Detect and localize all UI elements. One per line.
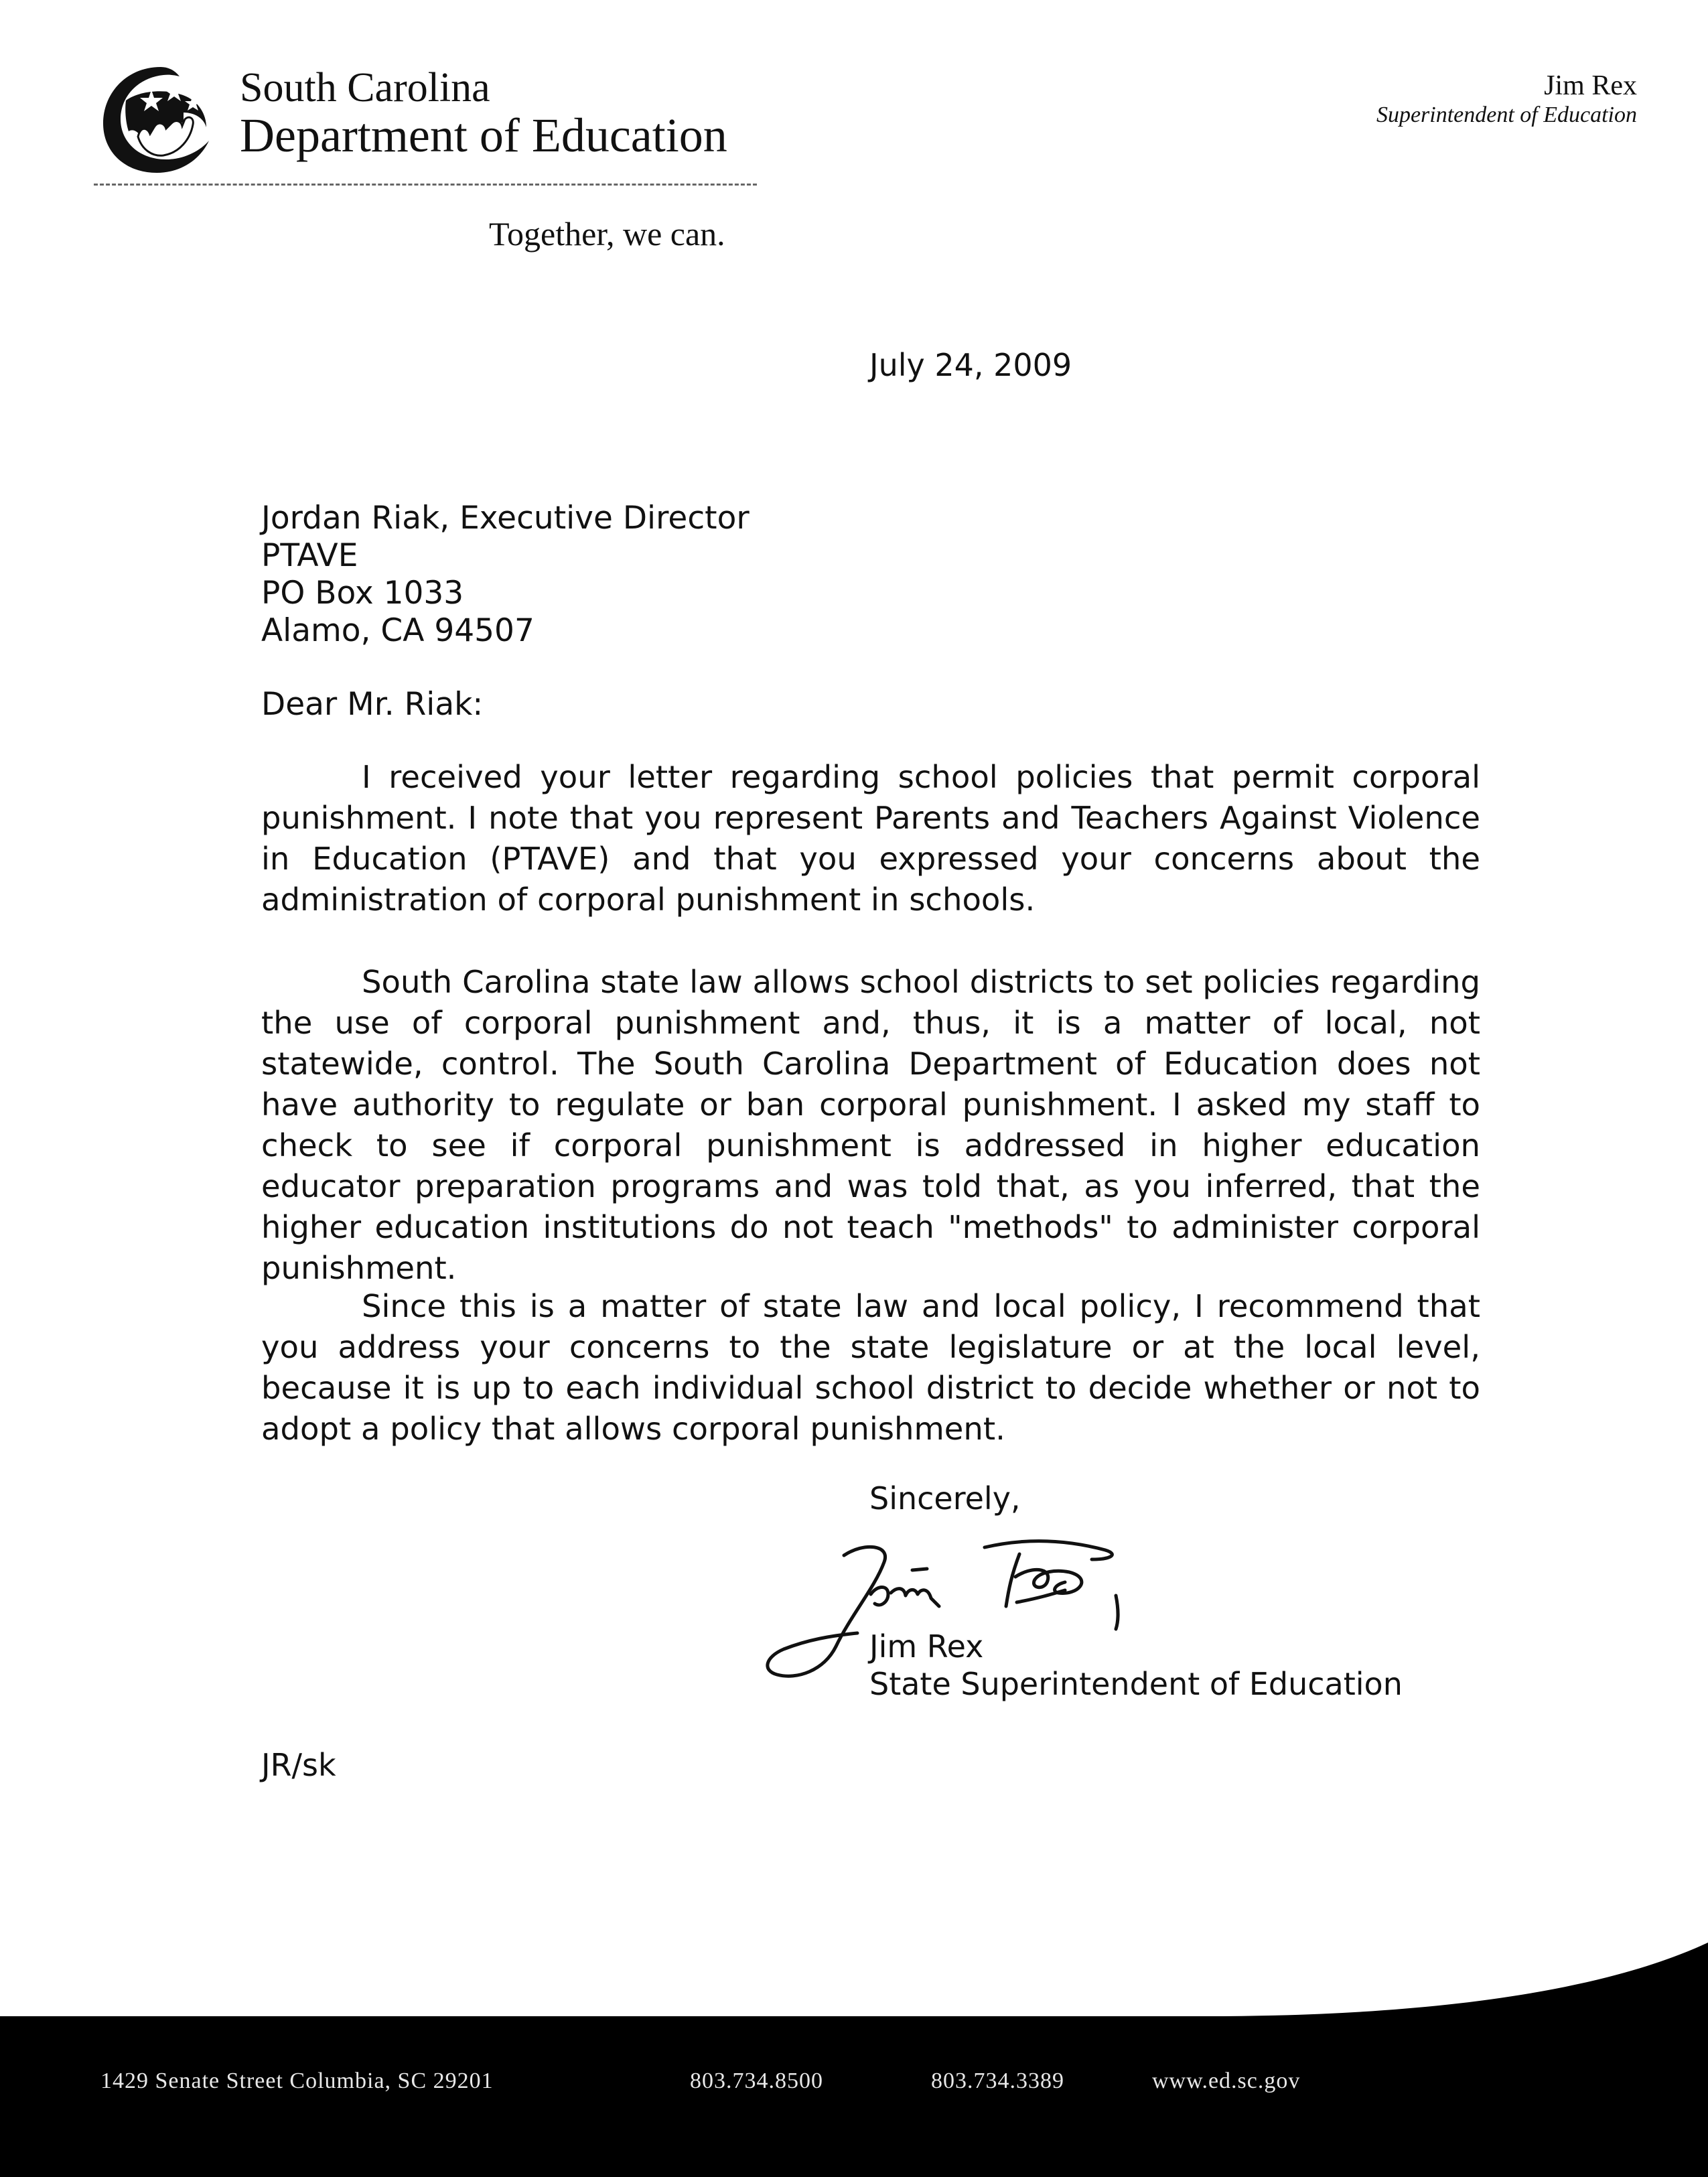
- signer-name: Jim Rex: [869, 1628, 984, 1665]
- typist-initials: JR/sk: [261, 1747, 336, 1783]
- closing: Sincerely,: [869, 1480, 1021, 1517]
- letter-date: July 24, 2009: [869, 347, 1072, 383]
- superintendent-name: Jim Rex: [1544, 70, 1637, 101]
- tagline: Together, we can.: [489, 215, 725, 253]
- signer-block: [869, 1628, 1403, 1703]
- salutation: Dear Mr. Riak:: [261, 686, 484, 723]
- footer-band: [0, 1929, 1708, 2177]
- footer-address: 1429 Senate Street Columbia, SC 29201: [100, 2068, 494, 2093]
- organization-name-line2: Department of Education: [240, 109, 727, 162]
- superintendent-block: [1376, 70, 1637, 128]
- footer-website-link[interactable]: www.ed.sc.gov: [1152, 2068, 1301, 2093]
- recipient-address: [261, 500, 750, 650]
- recipient-po-box: PO Box 1033: [261, 575, 464, 612]
- organization-name-line1: South Carolina: [240, 65, 490, 111]
- organization-name: [240, 65, 727, 162]
- body-paragraph: South Carolina state law allows school districts to set policies regarding the use of corporal punishment and, thus, it is a matter of local, not statewide, control. The South Carolina Department of Education does not have authority to regulate or ban corporal punishment. I asked my staff to check to see if corporal punishment is addressed in higher education educator preparation programs and was told that, as you inferred, that the higher education institutions do not teach "methods" to administer corporal punishment.: [261, 964, 1480, 1286]
- footer-phone: 803.734.8500: [690, 2068, 823, 2093]
- recipient-city: Alamo, CA 94507: [261, 612, 535, 649]
- letterhead-divider: [94, 184, 757, 186]
- footer-fax: 803.734.3389: [931, 2068, 1064, 2093]
- recipient-name: Jordan Riak, Executive Director: [261, 500, 750, 537]
- body-paragraph: Since this is a matter of state law and local policy, I recommend that you address your concerns to the state legislature or at the local level, because it is up to each individual school district to decide whether or not to adopt a policy that allows corporal punishment.: [261, 1288, 1480, 1447]
- star-hand-logo-icon: [99, 62, 220, 175]
- footer-contact: [0, 2068, 1708, 2109]
- superintendent-title: Superintendent of Education: [1376, 102, 1637, 128]
- body-paragraph: I received your letter regarding school policies that permit corporal punishment. I note that you represent Parents and Teachers Against Violence in Education (PTAVE) and that you expressed your concerns about the administration of corporal punishment in schools.: [261, 759, 1480, 918]
- recipient-organization: PTAVE: [261, 537, 358, 574]
- signer-title: State Superintendent of Education: [869, 1666, 1403, 1702]
